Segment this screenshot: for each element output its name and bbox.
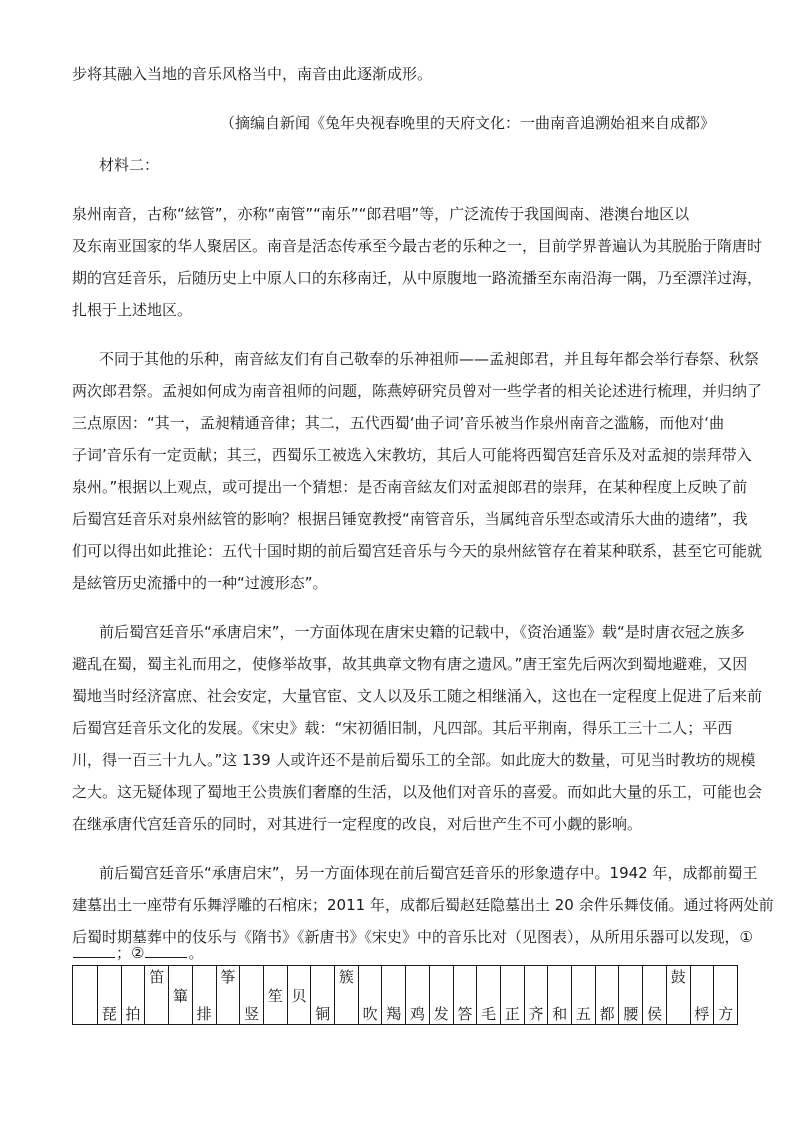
text-line: 扎根于上述地区。 [72,301,193,319]
answer-blank-1[interactable] [73,943,115,958]
instrument-cell: 鸡 [406,966,430,1025]
text-line: 避乱在蜀，蜀主礼而用之，使修举故事，故其典章文物有唐之遗风。”唐王室先后两次到蜀地避难，又因 [72,655,748,673]
text-line: 后蜀宫廷音乐文化的发展。《宋史》载：“宋初循旧制，凡四部。其后平荆南，得乐工三十二人；平西 [72,719,733,737]
text-line: 及东南亚国家的华人聚居区。南音是活态传承至今最古老的乐种之一，目前学界普遍认为其脱胎于隋唐时 [72,237,763,255]
instrument-cell: 桴 [690,966,714,1025]
instrument-cell: 竖 [240,966,264,1025]
instrument-cell: 篳 [169,966,193,1025]
instrument-cell: 簇 [335,966,359,1025]
instrument-cell: 鼓 [666,966,690,1025]
text-line: 前后蜀宫廷音乐“承唐启宋”，一方面体现在唐宋史籍的记载中，《资治通鉴》载“是时唐衣冠之族多 [99,623,745,641]
instrument-cell: 发 [429,966,453,1025]
text-line: 之大。这无疑体现了蜀地王公贵族们奢靡的生活，以及他们对音乐的喜爱。而如此大量的乐工，可能也会 [72,783,763,801]
text-line: 后蜀宫廷音乐对泉州絃管的影响？根据吕锤宽教授“南管音乐，当属纯音乐型态或清乐大曲的遗绪”，我 [72,510,748,528]
text-line: 子词’音乐有一定贡献；其三，西蜀乐工被选入宋教坊，其后人可能将西蜀宫廷音乐及对孟昶的崇拜带入 [72,446,752,464]
answer-blank-2[interactable] [145,943,187,958]
text-line: 后蜀时期墓葬中的伎乐与《隋书》《新唐书》《宋史》中的音乐比对（见图表），从所用乐器可以发现，① [72,928,753,946]
instrument-cell: 吹 [358,966,382,1025]
sentence-end: 。 [188,944,204,962]
instrument-cell: 侯 [643,966,667,1025]
instrument-cell: 毛 [477,966,501,1025]
text-line: 前后蜀宫廷音乐“承唐启宋”，另一方面体现在前后蜀宫廷音乐的形象遗存中。1942 年，成都前蜀王 [99,864,758,882]
instrument-row [73,966,738,1025]
instrument-cell: 都 [595,966,619,1025]
instrument-cell: 腰 [619,966,643,1025]
source-citation: （摘编自新闻《兔年央视春晚里的天府文化：一曲南音追溯始祖来自成都》 [219,114,715,132]
instrument-cell: 筝 [216,966,240,1025]
text-line: 泉州。”根据以上观点，或可提出一个猜想：是否南音絃友们对孟昶郎君的崇拜，在某种程度上反映了前 [72,478,748,496]
text-line: 步将其融入当地的音乐风格当中，南音由此逐渐成形。 [72,65,433,83]
instrument-comparison-table [72,965,738,1025]
text-line: 们可以得出如此推论：五代十国时期的前后蜀宫廷音乐与今天的泉州絃管存在着某种联系，甚至它可能就 [72,542,763,560]
blank-separator: ；② [116,944,145,962]
section-heading: 材料二： [99,156,160,174]
instrument-cell: 答 [453,966,477,1025]
instrument-cell: 五 [572,966,596,1025]
answer-line [72,943,722,963]
instrument-cell: 铜 [311,966,335,1025]
text-line: 川，得一百三十九人。”这 139 人或许还不是前后蜀乐工的全部。如此庞大的数量，可见当时教坊的规模 [72,751,756,769]
text-line: 期的宫廷音乐，后随历史上中原人口的东移南迁，从中原腹地一路流播至东南沿海一隅，乃至漂洋过海， [72,269,763,287]
text-line: 蜀地当时经济富庶、社会安定，大量官宦、文人以及乐工随之相继涌入，这也在一定程度上促进了后来前 [72,687,763,705]
text-line: 两次郎君祭。孟昶如何成为南音祖师的问题，陈燕婷研究员曾对一些学者的相关论述进行梳理，并归纳了 [72,382,763,400]
instrument-cell: 贝 [287,966,311,1025]
instrument-cell: 拍 [121,966,145,1025]
instrument-cell: 排 [192,966,216,1025]
instrument-cell: 琵 [98,966,122,1025]
paragraph-continuation [72,64,722,84]
instrument-cell: 齐 [524,966,548,1025]
instrument-cell: 笛 [145,966,169,1025]
table-header-cell [73,966,98,1025]
text-line: 三点原因：“其一，孟昶精通音律；其二，五代西蜀‘曲子词’音乐被当作泉州南音之滥觞，而他对‘曲 [72,414,725,432]
text-line: 是絃管历史流播中的一种“过渡形态”。 [72,574,328,592]
text-line: 在继承唐代宫廷音乐的同时，对其进行一定程度的改良，对后世产生不可小觑的影响。 [72,815,643,833]
instrument-cell: 笙 [263,966,287,1025]
text-line: 建墓出土一座带有乐舞浮雕的石棺床；2011 年，成都后蜀赵廷隐墓出土 20 余件乐舞伎俑。通过将两处前 [72,896,774,914]
instrument-cell: 方 [714,966,738,1025]
instrument-cell: 羯 [382,966,406,1025]
instrument-cell: 正 [500,966,524,1025]
instrument-cell: 和 [548,966,572,1025]
text-line: 不同于其他的乐种，南音絃友们有自己敬奉的乐神祖师——孟昶郎君，并且每年都会举行春祭、秋祭 [99,350,760,368]
text-line: 泉州南音，古称“絃管”，亦称“南管”“南乐”“郎君唱”等，广泛流传于我国闽南、港澳台地区以 [72,205,690,223]
